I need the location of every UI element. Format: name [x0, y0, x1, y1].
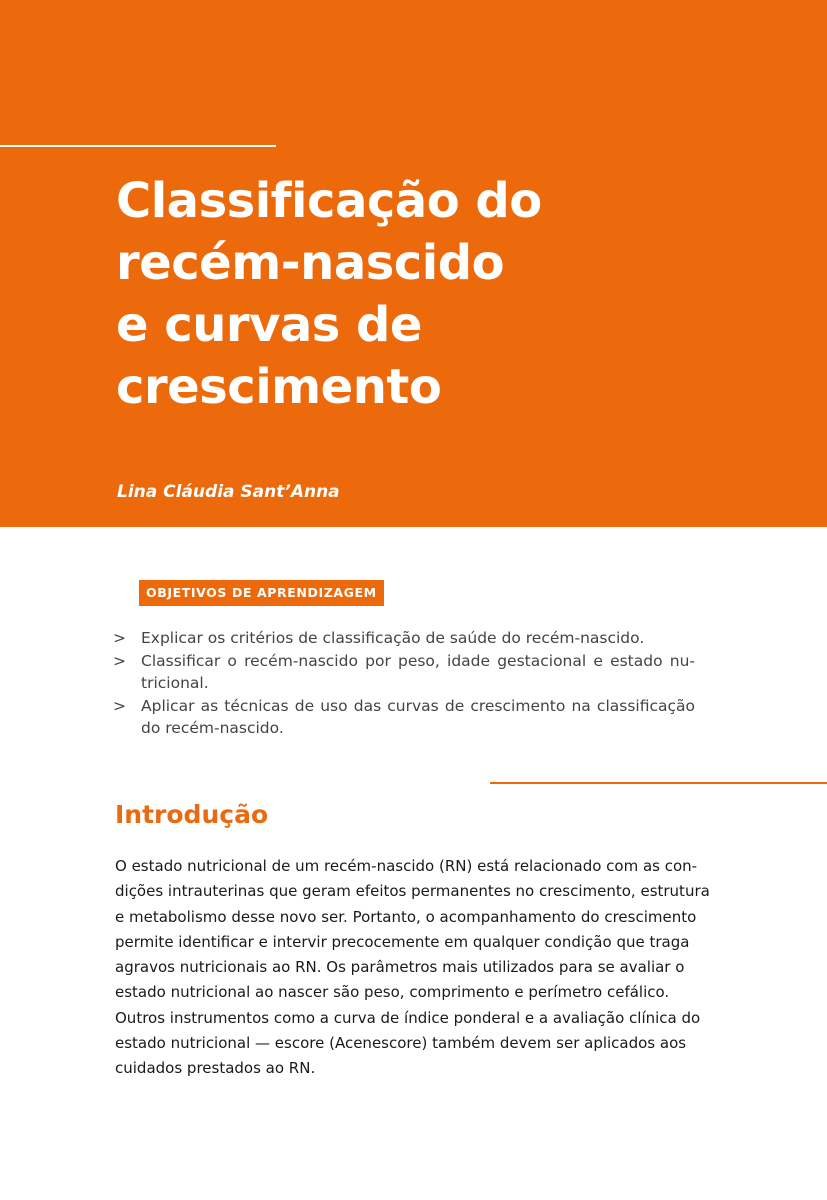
paragraph-line: Outros instrumentos como a curva de índice ponderal e a avaliação clínica do — [115, 1008, 701, 1027]
chapter-title-line: e curvas de — [116, 297, 422, 353]
paragraph-line: O estado nutricional de um recém-nascido (RN) está relacionado com as con- — [115, 857, 698, 875]
objective-text: Classificar o recém-nascido por peso, idade gestacional e estado nu-tricional. — [141, 652, 695, 692]
chevron-bullet-icon: > — [113, 629, 126, 647]
introduction-paragraph — [115, 854, 710, 1082]
paragraph-line: dições intrauterinas que geram efeitos permanentes no crescimento, estrutura — [115, 882, 710, 901]
chapter-title-line: recém-nascido — [116, 235, 505, 291]
chapter-title-line: Classificação do — [116, 173, 542, 229]
chapter-title — [116, 170, 716, 418]
author-name: Lina Cláudia Sant’Anna — [117, 482, 340, 502]
chevron-bullet-icon: > — [113, 652, 126, 670]
section-divider-line — [490, 782, 827, 784]
learning-objectives-badge: OBJETIVOS DE APRENDIZAGEM — [139, 580, 384, 606]
learning-objectives-list — [113, 627, 695, 740]
objective-item — [113, 627, 695, 649]
objective-item — [113, 650, 695, 694]
paragraph-line: e metabolismo desse novo ser. Portanto, o acompanhamento do crescimento — [115, 907, 697, 926]
paragraph-line: cuidados prestados ao RN. — [115, 1059, 316, 1078]
paragraph-line: permite identificar e intervir precocemente em qualquer condição que traga — [115, 932, 690, 951]
objective-item — [113, 695, 695, 739]
chapter-title-line: crescimento — [116, 359, 442, 415]
paragraph-line: agravos nutricionais ao RN. Os parâmetros mais utilizados para se avaliar o — [115, 958, 685, 977]
paragraph-line: estado nutricional — escore (Acenescore) também devem ser aplicados aos — [115, 1034, 687, 1053]
paragraph-line: estado nutricional ao nascer são peso, comprimento e perímetro cefálico. — [115, 983, 670, 1002]
objective-text: Explicar os critérios de classificação de saúde do recém-nascido. — [141, 629, 645, 647]
header-divider-line — [0, 145, 276, 147]
section-heading-introduction: Introdução — [115, 800, 269, 829]
objective-text: Aplicar as técnicas de uso das curvas de crescimento na classificação do recém-nascido. — [141, 697, 695, 737]
chevron-bullet-icon: > — [113, 697, 126, 715]
